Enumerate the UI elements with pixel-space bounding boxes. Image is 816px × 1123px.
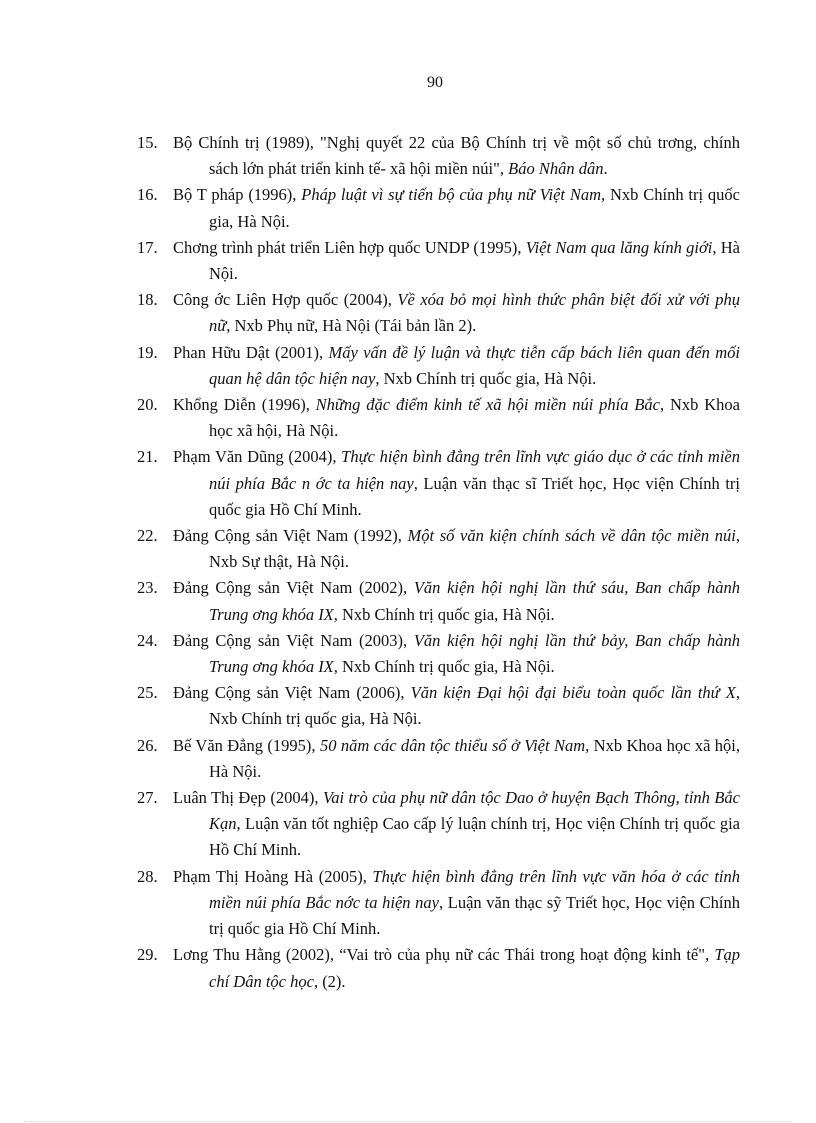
reference-title: Vai trò của phụ nữ dân tộc Dao ở huyện Bạch Thông, tỉnh Bắc Kạn (209, 788, 741, 834)
reference-text (173, 733, 740, 785)
reference-segment: Phạm Thị Hoàng Hà (2005), (173, 866, 373, 886)
reference-segment: Lơng Thu Hằng (2002), “Vai trò của phụ nữ các Thái trong hoạt động kinh tế", (173, 945, 715, 965)
reference-segment: Đảng Cộng sản Việt Nam (2002), (173, 578, 414, 598)
reference-segment: , Nxb Chính trị quốc gia, Hà Nội. (333, 604, 555, 624)
reference-title: Về xóa bỏ mọi hình thức phân biệt đối xử với phụ nữ (209, 290, 740, 336)
reference-list (137, 130, 740, 995)
reference-text (173, 235, 740, 287)
reference-text (173, 864, 740, 943)
reference-text (173, 628, 740, 680)
reference-item (137, 628, 740, 680)
reference-segment: , Nxb Phụ nữ, Hà Nội (Tái bản lần 2). (226, 316, 477, 336)
reference-item (137, 130, 740, 182)
reference-number: 24. (137, 630, 158, 650)
reference-title: Pháp luật vì sự tiến bộ của phụ nữ Việt Nam, (301, 185, 606, 205)
reference-text (173, 182, 740, 234)
reference-segment: , Nxb Chính trị quốc gia, Hà Nội. (333, 657, 555, 677)
reference-item (137, 575, 740, 627)
reference-number: 25. (137, 683, 158, 703)
reference-segment: , Luận văn thạc sỹ Triết học, Học viện Chính trị quốc gia Hồ Chí Minh. (209, 892, 740, 939)
reference-item (137, 733, 740, 785)
reference-segment: Bộ T pháp (1996), (173, 185, 302, 205)
reference-text (173, 444, 740, 523)
reference-number: 16. (137, 185, 158, 205)
reference-segment: . (603, 159, 608, 179)
reference-segment: , Hà Nội. (209, 237, 740, 284)
reference-segment: Công ớc Liên Hợp quốc (2004), (173, 290, 398, 310)
reference-item (137, 392, 740, 444)
reference-number: 22. (137, 526, 158, 546)
reference-number: 18. (137, 290, 158, 310)
reference-segment: , Luận văn tốt nghiệp Cao cấp lý luận chính trị, Học viện Chính trị quốc gia Hồ Chí Minh. (209, 814, 740, 860)
reference-title: Báo Nhân dân (508, 159, 604, 179)
reference-text (173, 523, 740, 575)
reference-item (137, 680, 740, 732)
reference-segment: Đảng Cộng sản Việt Nam (1992), (173, 526, 408, 546)
reference-segment: , Luận văn thạc sĩ Triết học, Học viện Chính trị quốc gia Hồ Chí Minh. (209, 473, 741, 519)
reference-number: 26. (137, 735, 158, 755)
reference-text (173, 287, 740, 339)
reference-title: Việt Nam qua lăng kính giới (525, 237, 713, 257)
reference-segment: , Nxb Chính trị quốc gia, Hà Nội. (375, 368, 597, 388)
reference-number: 15. (137, 133, 158, 152)
reference-text (173, 575, 740, 627)
reference-title: Thực hiện bình đẳng trên lĩnh vực giáo dục ở các tỉnh miền núi phía Bắc n ớc ta hiện nay (209, 447, 740, 493)
reference-number: 17. (137, 237, 158, 257)
reference-item (137, 942, 740, 994)
reference-text (173, 392, 740, 444)
reference-item (137, 864, 740, 943)
reference-number: 19. (137, 342, 158, 362)
reference-item (137, 785, 740, 864)
reference-number: 28. (137, 866, 158, 886)
reference-text (173, 785, 740, 864)
reference-number: 29. (137, 945, 158, 965)
reference-text (173, 130, 740, 182)
reference-segment: , Nxb Khoa học xã hội, Hà Nội. (209, 395, 740, 441)
reference-title: Văn kiện Đại hội đại biểu toàn quốc lần thứ X (410, 683, 736, 703)
reference-segment: Đảng Cộng sản Việt Nam (2003), (173, 630, 414, 650)
reference-segment: Bộ Chính trị (1989), "Nghị quyết 22 của Bộ Chính trị về một số chủ trơng, chính sách lớn phát triển kinh tế- xã hội miền núi", (173, 133, 740, 179)
reference-segment: Đảng Cộng sản Việt Nam (2006), (173, 683, 411, 703)
reference-segment: Khổng Diễn (1996), (173, 395, 316, 415)
reference-segment: , Nxb Sự thật, Hà Nội. (209, 526, 741, 572)
reference-item (137, 340, 740, 392)
reference-number: 23. (137, 578, 158, 598)
reference-item (137, 287, 740, 339)
reference-title: Tạp chí Dân tộc học (209, 945, 740, 991)
reference-title: Thực hiện bình đẳng trên lĩnh vực văn hóa ở các tỉnh miền núi phía Bắc nớc ta hiện nay (209, 866, 740, 912)
reference-segment: Phan Hữu Dật (2001), (173, 342, 329, 362)
reference-segment: Nxb Chính trị quốc gia, Hà Nội. (209, 185, 740, 231)
reference-segment: , Nxb Khoa học xã hội, Hà Nội. (209, 735, 740, 781)
reference-segment: Phạm Văn Dũng (2004), (173, 447, 342, 467)
reference-segment: Bế Văn Đẳng (1995), (173, 735, 320, 755)
reference-title: 50 năm các dân tộc thiểu số ở Việt Nam (319, 735, 586, 755)
page-bottom-divider (24, 1121, 792, 1122)
reference-item (137, 182, 740, 234)
reference-title: Những đặc điểm kinh tế xã hội miền núi phía Bắc (315, 395, 660, 415)
reference-segment: , Nxb Chính trị quốc gia, Hà Nội. (209, 683, 740, 729)
reference-segment: Chơng trình phát triển Liên hợp quốc UNDP (1995), (173, 237, 526, 257)
reference-segment: , (2). (313, 971, 346, 991)
reference-title: Một số văn kiện chính sách về dân tộc miền núi (407, 526, 736, 546)
reference-text (173, 340, 740, 392)
reference-item (137, 523, 740, 575)
reference-segment: Luân Thị Đẹp (2004), (173, 788, 323, 808)
reference-text (173, 942, 740, 994)
reference-item (137, 444, 740, 523)
reference-number: 21. (137, 447, 158, 467)
reference-number: 27. (137, 788, 158, 808)
reference-item (137, 235, 740, 287)
reference-number: 20. (137, 395, 158, 415)
page-number: 90 (427, 74, 443, 91)
reference-title: Mấy vấn đề lý luận và thực tiễn cấp bách liên quan đến mối quan hệ dân tộc hiện nay (209, 342, 740, 388)
reference-text (173, 680, 740, 732)
reference-title: Văn kiện hội nghị lần thứ sáu, Ban chấp hành Trung ơng khóa IX (209, 578, 740, 624)
reference-title: Văn kiện hội nghị lần thứ bảy, Ban chấp hành Trung ơng khóa IX (209, 630, 740, 677)
